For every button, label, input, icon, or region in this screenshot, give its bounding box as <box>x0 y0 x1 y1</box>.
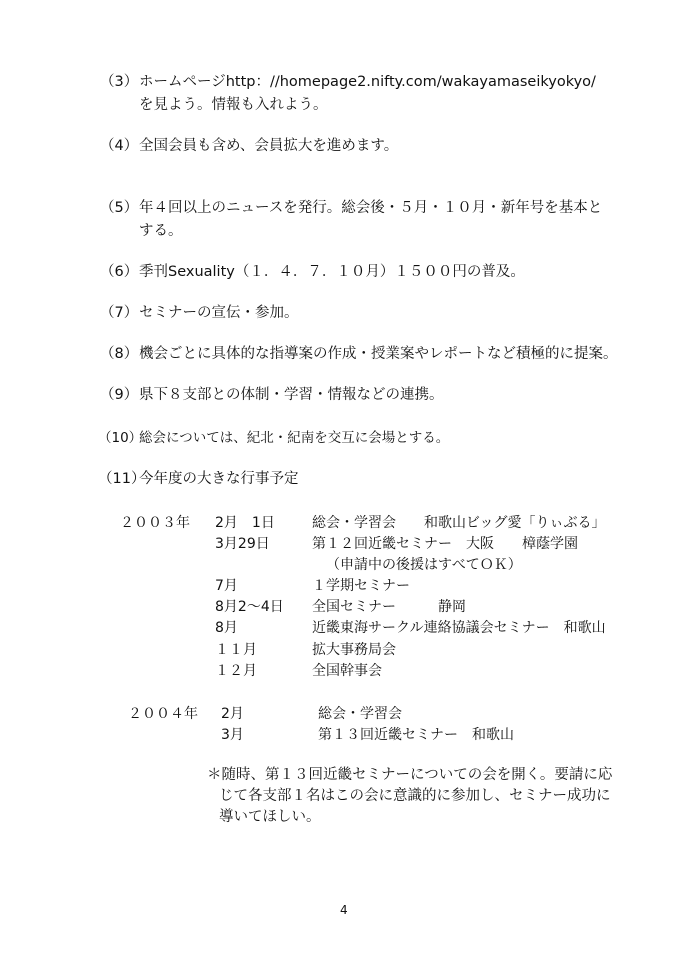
event-desc: 全国セミナー 静岡 <box>312 599 466 615</box>
event-desc: 拡大事務局会 <box>312 642 396 658</box>
note-line3: 導いてほしい。 <box>219 809 321 825</box>
event-desc: 第１３回近畿セミナー 和歌山 <box>318 727 514 743</box>
item-7-label: （7） <box>100 305 139 321</box>
item-3-label: （3） <box>100 74 139 90</box>
item-6-text: 季刊Sexuality（１．４．７．１０月）１５００円の普及。 <box>139 264 525 280</box>
event-desc: １学期セミナー <box>312 578 410 594</box>
item-7-text: セミナーの宣伝・参加。 <box>139 305 299 321</box>
event-date: １１月 <box>215 642 257 658</box>
page-number: 4 <box>340 903 348 917</box>
event-date: 7月 <box>215 578 238 594</box>
event-date: 8月2～4日 <box>215 599 284 615</box>
item-9-text: 県下８支部との体制・学習・情報などの連携。 <box>139 387 444 403</box>
item-10-label: （10） <box>98 430 143 446</box>
schedule-2003-year: ２００３年 <box>120 515 190 531</box>
event-note: （申請中の後援はすべてＯＫ） <box>326 557 522 573</box>
note-line2: じて各支部１名はこの会に意識的に参加し、セミナー成功に <box>219 788 611 804</box>
item-5-text-line2: する。 <box>139 223 183 239</box>
item-4-label: （4） <box>100 138 139 154</box>
event-desc: 第１２回近畿セミナー 大阪 樟蔭学園 <box>312 536 578 552</box>
event-desc: 総会・学習会 <box>318 706 402 722</box>
item-11-label: （11） <box>98 471 146 487</box>
item-6-label: （6） <box>100 264 139 280</box>
note-line1: ＊随時、第１３回近畿セミナーについての会を開く。要請に応 <box>207 767 613 783</box>
event-date: 3月 <box>221 727 244 743</box>
event-date: 2月 <box>221 706 244 722</box>
item-8-label: （8） <box>100 346 139 362</box>
item-11-text: 今年度の大きな行事予定 <box>139 471 299 487</box>
event-desc: 総会・学習会 和歌山ビッグ愛「りぃぶる」 <box>312 515 606 531</box>
item-10-text: 総会については、紀北・紀南を交互に会場とする。 <box>139 430 450 446</box>
item-5-label: （5） <box>100 200 139 216</box>
item-8-text: 機会ごとに具体的な指導案の作成・授業案やレポートなど積極的に提案。 <box>139 346 618 362</box>
event-date: 2月 1日 <box>215 515 275 531</box>
event-date: 3月29日 <box>215 536 270 552</box>
item-3-text-line2: を見よう。情報も入れよう。 <box>139 97 328 113</box>
item-9-label: （9） <box>100 387 139 403</box>
event-desc: 全国幹事会 <box>312 663 382 679</box>
item-4-text: 全国会員も含め、会員拡大を進めます。 <box>139 138 399 154</box>
event-desc: 近畿東海サークル連絡協議会セミナー 和歌山 <box>312 620 606 636</box>
item-3-text-line1: ホームページhttp：//homepage2.nifty.com/wakayamaseikyokyo/ <box>139 74 596 90</box>
schedule-2004-year: ２００４年 <box>128 706 198 722</box>
event-date: １２月 <box>215 663 257 679</box>
item-5-text-line1: 年４回以上のニュースを発行。総会後・５月・１０月・新年号を基本と <box>139 200 603 216</box>
event-date: 8月 <box>215 620 238 636</box>
